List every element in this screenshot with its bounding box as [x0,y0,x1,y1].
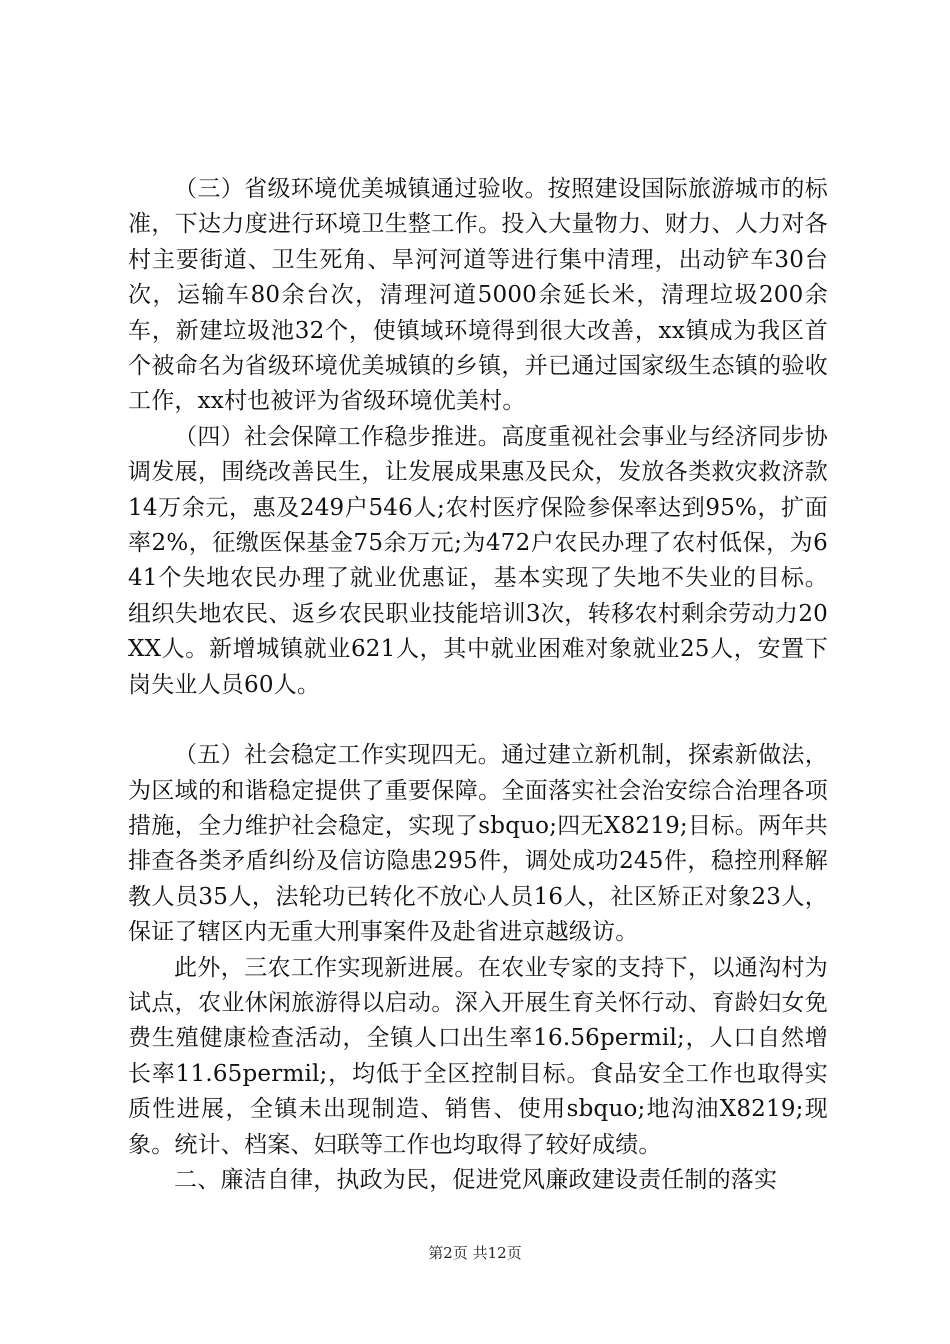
document-body [128,172,828,1198]
paragraph-agriculture: 此外，三农工作实现新进展。在农业专家的支持下，以通沟村为试点，农业休闲旅游得以启动。深入开展生育关怀行动、育龄妇女免费生殖健康检查活动，全镇人口出生率16.56permil;，人口自然增长率11.65permil;，均低于全区控制目标。食品安全工作也取得实质性进展，全镇未出现制造、销售、使用sbquo;地沟油X8219;现象。统计、档案、妇联等工作也均取得了较好成绩。 [128,954,828,1158]
page-number-footer: 第2页 共12页 [428,1244,522,1262]
paragraph-social-stability: （五）社会稳定工作实现四无。通过建立新机制，探索新做法，为区域的和谐稳定提供了重要保障。全面落实社会治安综合治理各项措施，全力维护社会稳定，实现了sbquo;四无X8219;目标。两年共排查各类矛盾纠纷及信访隐患295件，调处成功245件，稳控刑释解教人员35人，法轮功已转化不放心人员16人，社区矫正对象23人，保证了辖区内无重大刑事案件及赴省进京越级访。 [128,742,828,946]
paragraph-social-security: （四）社会保障工作稳步推进。高度重视社会事业与经济同步协调发展，围绕改善民生，让发展成果惠及民众，发放各类救灾救济款14万余元，惠及249户546人;农村医疗保险参保率达到95%，扩面率2%，征缴医保基金75余万元;为472户农民办理了农村低保，为641个失地农民办理了就业优惠证，基本实现了失地不失业的目标。组织失地农民、返乡农民职业技能培训3次，转移农村剩余劳动力20XX人。新增城镇就业621人，其中就业困难对象就业25人，安置下岗失业人员60人。 [128,423,828,698]
section-heading-integrity: 二、廉洁自律，执政为民，促进党风廉政建设责任制的落实 [174,1166,778,1193]
paragraph-environment: （三）省级环境优美城镇通过验收。按照建设国际旅游城市的标准，下达力度进行环境卫生整工作。投入大量物力、财力、人力对各村主要街道、卫生死角、旱河河道等进行集中清理，出动铲车30台次，运输车80余台次，清理河道5000余延长米，清理垃圾200余车，新建垃圾池32个，使镇域环境得到很大改善，xx镇成为我区首个被命名为省级环境优美城镇的乡镇，并已通过国家级生态镇的验收工作，xx村也被评为省级环境优美村。 [128,176,828,415]
